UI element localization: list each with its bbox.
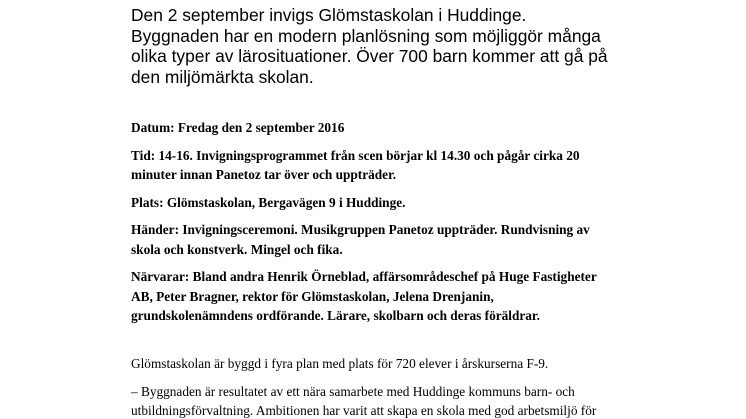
fact-hander-line-2: skola och konstverk. Mingel och fika. [131,241,343,257]
lead-line-3: olika typer av lärosituationer. Över 700 barn kommer att gå på [131,46,608,66]
fact-narvarar [131,267,621,326]
body-paragraph-1-line-1: Glömstaskolan är byggd i fyra plan med plats för 720 elever i årskurserna F-9. [131,356,549,371]
body-paragraph-1 [131,354,631,374]
fact-tid-line-1: Tid: 14-16. Invigningsprogrammet från scen börjar kl 14.30 och pågår cirka 20 [131,147,580,163]
body-paragraph-2-line-1: – Byggnaden är resultatet av ett nära samarbete med Huddinge kommuns barn- och [131,383,575,399]
fact-plats-line-1: Plats: Glömstaskolan, Bergavägen 9 i Huddinge. [131,194,406,210]
fact-hander [131,220,621,259]
lead-paragraph [131,5,651,87]
fact-hander-line-1: Händer: Invigningsceremoni. Musikgruppen Panetoz uppträder. Rundvisning av [131,222,590,237]
fact-narvarar-line-2: AB, Peter Bragner, rektor för Glömstaskolan, Jelena Drenjanin, [131,288,494,304]
fact-plats [131,193,621,213]
event-facts [131,118,621,334]
body-paragraph-2-line-2: utbildningsförvaltning. Ambitionen har varit att skapa en skola med god arbetsmiljö för [131,403,597,418]
fact-narvarar-line-1: Närvarar: Bland andra Henrik Örneblad, affärsområdeschef på Huge Fastigheter [131,269,597,284]
fact-narvarar-line-3: grundskolenämndens ordförande. Lärare, skolbarn och deras föräldrar. [131,308,540,323]
fact-datum [131,118,621,138]
lead-line-2: Byggnaden har en modern planlösning som möjliggör många [131,25,601,46]
body-text [131,354,631,419]
body-paragraph-2 [131,382,631,419]
lead-line-4: den miljömärkta skolan. [131,66,314,87]
fact-tid [131,146,621,185]
lead-line-1: Den 2 september invigs Glömstaskolan i Huddinge. [131,5,527,25]
fact-tid-line-2: minuter innan Panetoz tar över och uppträder. [131,167,397,182]
fact-datum-line-1: Datum: Fredag den 2 september 2016 [131,120,345,135]
